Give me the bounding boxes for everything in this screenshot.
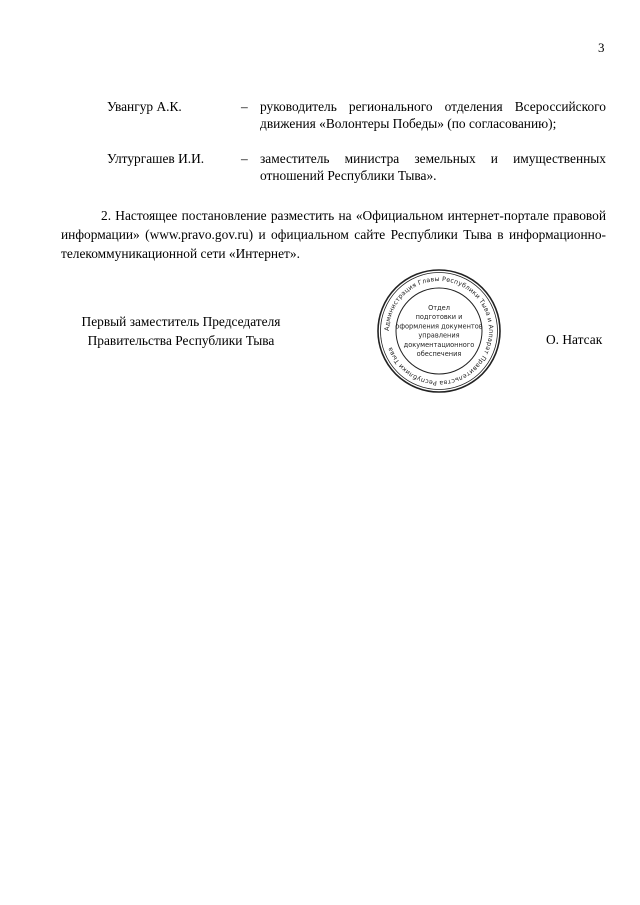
paragraph-publication: 2. Настоящее постановление разместить на «Официальном интернет-портале правовой информации» (www.pravo.gov.ru) и официальном сайте Республики Тыва в информационно-телекоммуникационной сети «Интернет». xyxy=(61,208,606,261)
seal-inner-line: подготовки и xyxy=(415,313,463,322)
member-name: Ултургашев И.И. xyxy=(107,151,205,166)
seal-outer-text: Администрация Главы Республики Тыва и Аппарат Правительства Республики Тыва xyxy=(383,275,495,387)
seal-inner-text xyxy=(395,304,482,358)
seal-inner-line: обеспечения xyxy=(416,350,462,358)
seal-inner-line: управления xyxy=(418,331,460,340)
seal-inner-line: Отдел xyxy=(428,304,450,312)
signatory-name: О. Натсак xyxy=(546,332,603,347)
member-dash: – xyxy=(241,99,248,114)
member-role: заместитель министра земельных и имущественных отношений Республики Тыва». xyxy=(260,151,606,183)
page-number: 3 xyxy=(598,40,605,55)
official-seal-stamp xyxy=(376,268,502,394)
member-dash: – xyxy=(241,151,248,166)
member-name: Увангур А.К. xyxy=(107,99,182,114)
seal-inner-line: документационного xyxy=(403,340,475,349)
seal-graphic xyxy=(376,268,502,394)
signatory-title-line: Правительства Республики Тыва xyxy=(87,332,275,348)
signatory-title-line: Первый заместитель Председателя xyxy=(81,314,281,329)
signatory-title xyxy=(61,313,301,350)
member-role: руководитель регионального отделения Всероссийского движения «Волонтеры Победы» (по согласованию); xyxy=(260,99,606,131)
seal-inner-line: оформления документов xyxy=(395,322,483,331)
